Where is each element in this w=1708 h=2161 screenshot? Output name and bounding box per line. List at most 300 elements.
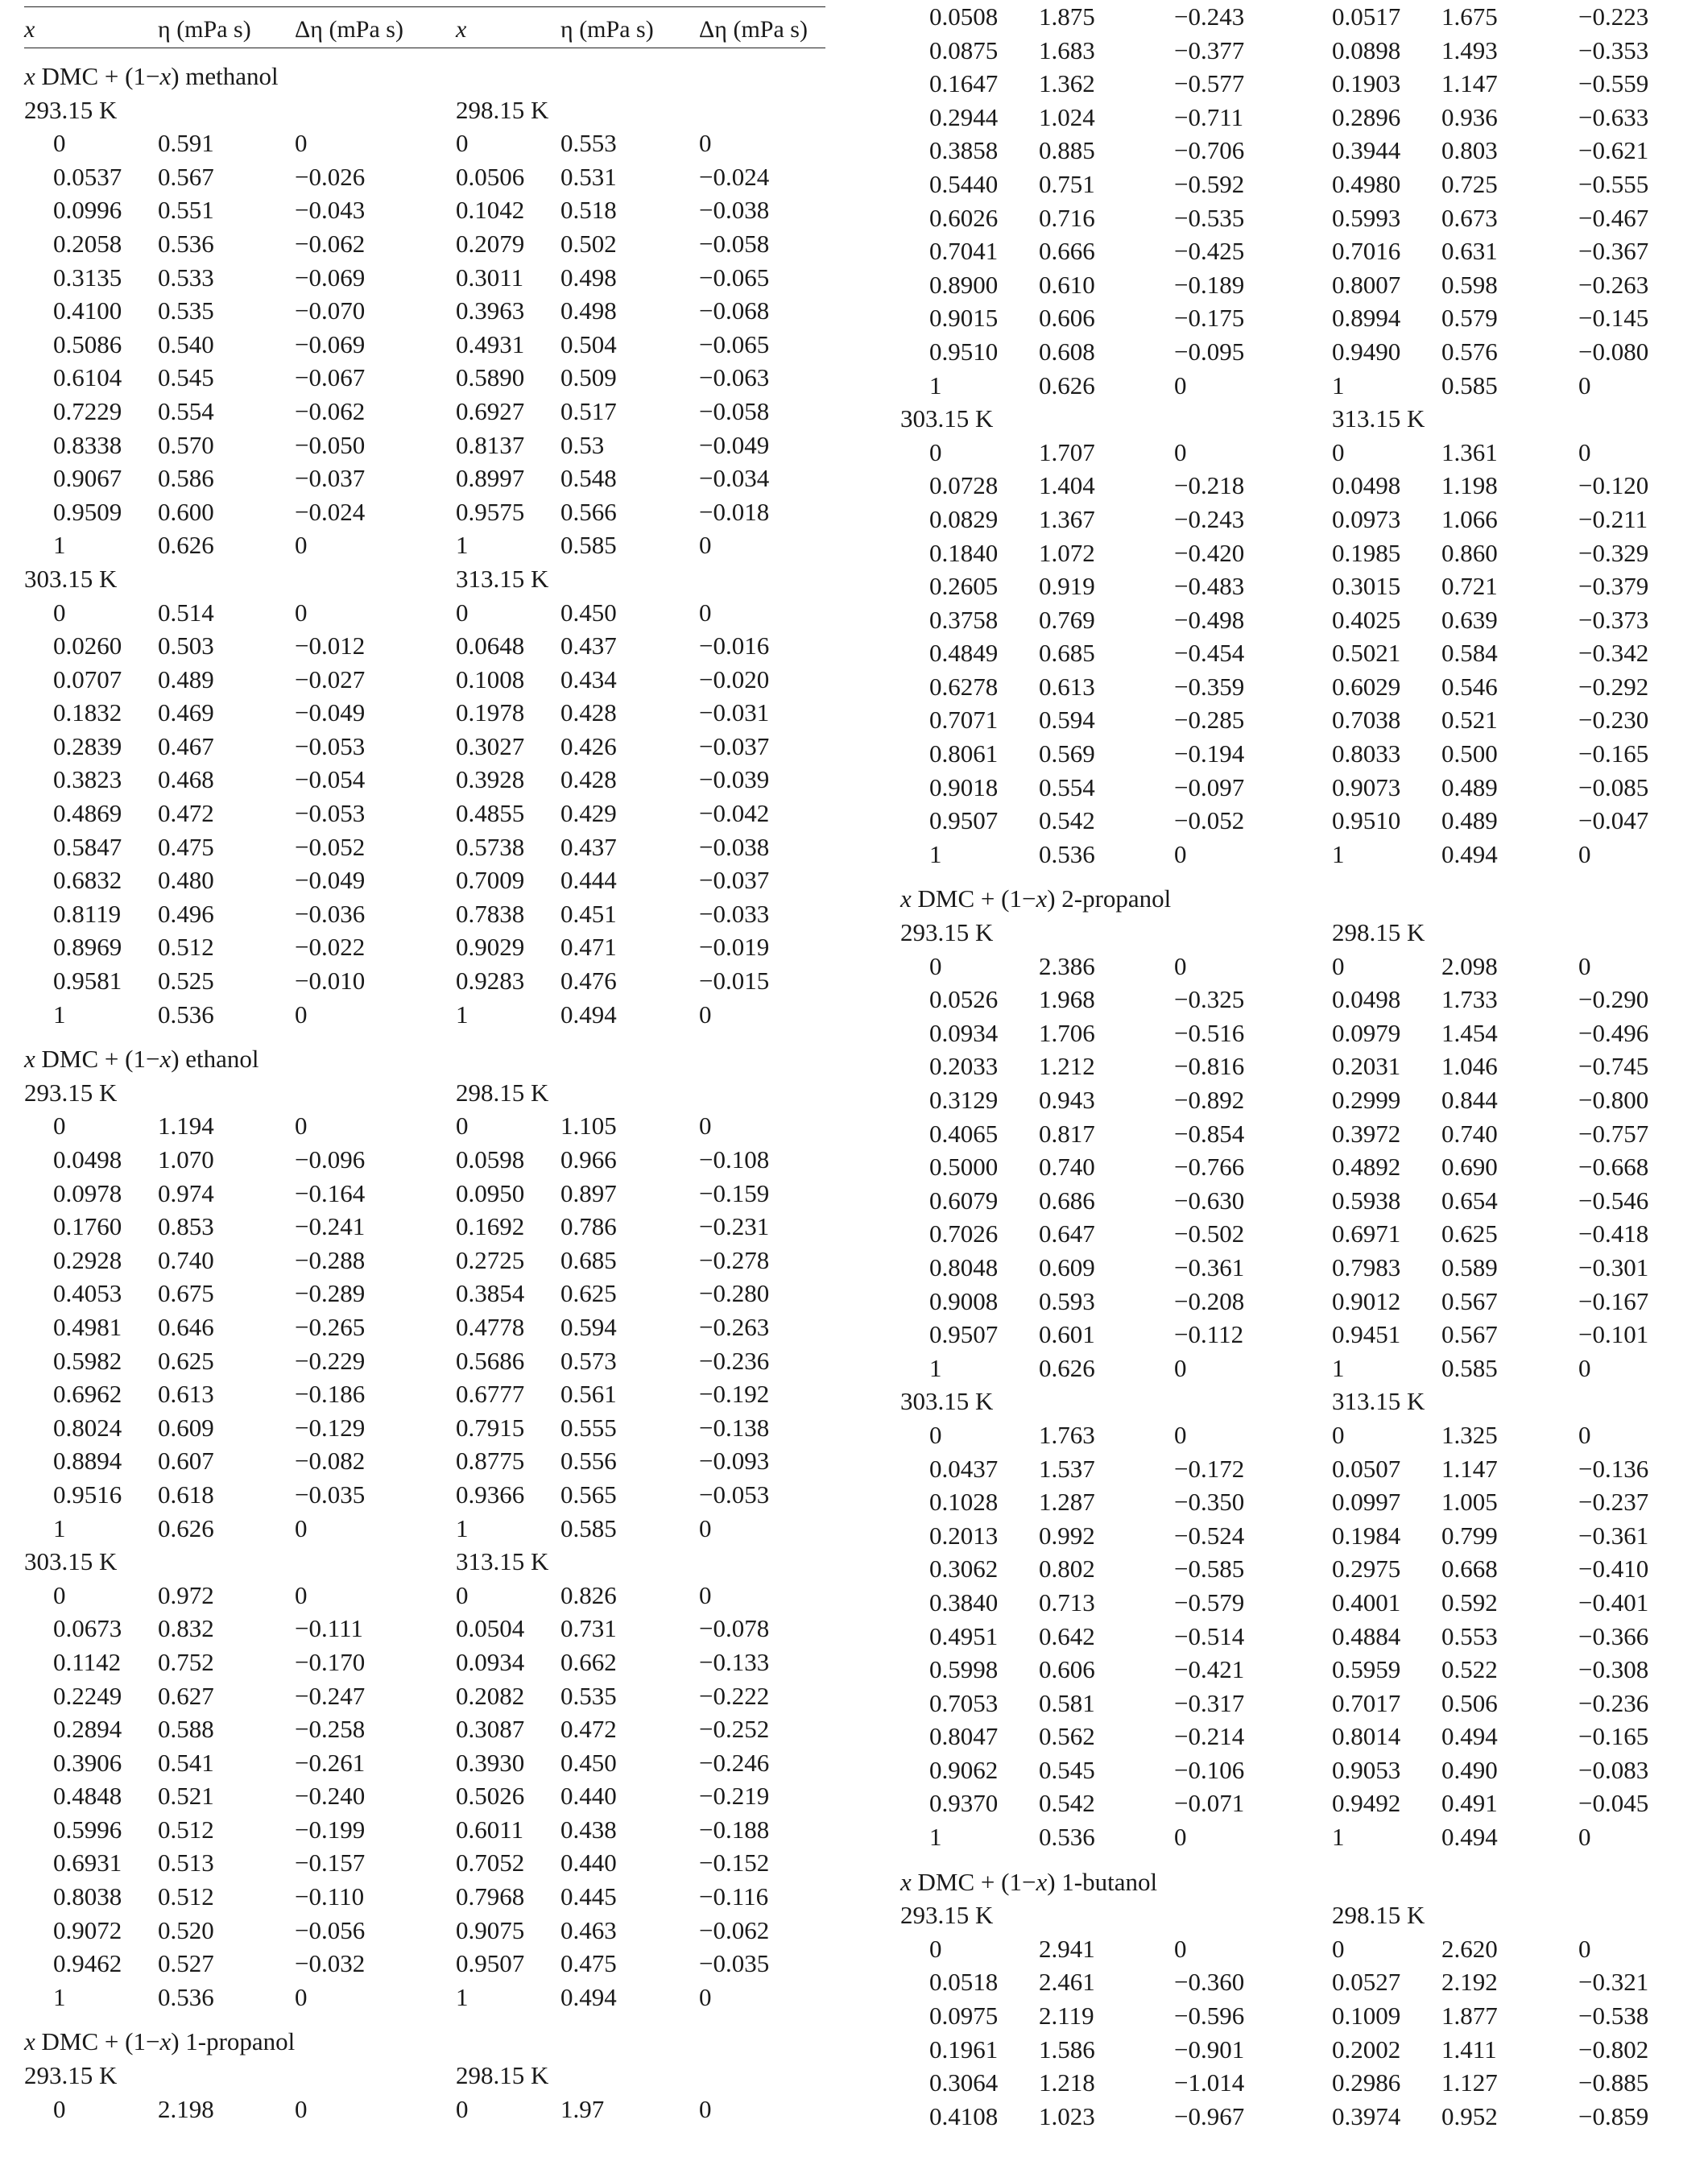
cell-x-b: 1 — [1332, 839, 1345, 868]
cell-eta-b: 1.675 — [1441, 2, 1498, 31]
cell-eta-a: 0.475 — [158, 832, 214, 861]
cell-x-b: 0.8775 — [456, 1447, 525, 1476]
cell-eta-b: 0.966 — [560, 1145, 617, 1174]
table-row — [900, 1552, 1698, 1586]
cell-delta-eta-b: −0.053 — [699, 1480, 770, 1509]
cell-eta-b: 0.428 — [560, 765, 617, 794]
cell-delta-eta-b: −0.045 — [1578, 1789, 1649, 1818]
cell-x-b: 0.7009 — [456, 866, 525, 895]
cell-delta-eta-b: −0.757 — [1578, 1119, 1649, 1148]
cell-delta-eta-a: −0.164 — [295, 1178, 366, 1207]
cell-eta-a: 1.875 — [1039, 2, 1095, 31]
table-row — [24, 730, 825, 764]
cell-delta-eta-a: −0.420 — [1174, 538, 1245, 567]
cell-delta-eta-b: −0.120 — [1578, 471, 1649, 500]
table-row — [24, 294, 825, 328]
cell-eta-b: 0.506 — [1441, 1688, 1498, 1717]
cell-delta-eta-b: 0 — [699, 1580, 712, 1609]
cell-delta-eta-b: −0.065 — [699, 263, 770, 292]
table-row — [24, 1478, 825, 1512]
table-row — [24, 1277, 825, 1310]
cell-eta-b: 0.631 — [1441, 237, 1498, 266]
cell-x-a: 1 — [53, 1513, 66, 1542]
cell-eta-b: 1.733 — [1441, 985, 1498, 1014]
cell-eta-b: 0.725 — [1441, 169, 1498, 198]
cell-delta-eta-b: 0 — [1578, 1934, 1591, 1963]
table-row — [24, 830, 825, 864]
cell-delta-eta-a: 0 — [1174, 839, 1187, 868]
cell-x-a: 0.3823 — [53, 765, 122, 794]
cell-delta-eta-b: −0.668 — [1578, 1153, 1649, 1182]
cell-x-b: 0.3930 — [456, 1748, 525, 1777]
cell-eta-a: 1.072 — [1039, 538, 1095, 567]
cell-x-a: 1 — [53, 1000, 66, 1029]
cell-x-b: 0.7038 — [1332, 706, 1401, 735]
cell-eta-b: 2.620 — [1441, 1934, 1498, 1963]
table-row — [900, 1687, 1698, 1720]
cell-eta-b: 0.826 — [560, 1580, 617, 1609]
cell-eta-a: 0.601 — [1039, 1320, 1095, 1349]
cell-x-a: 0.1840 — [929, 538, 999, 567]
cell-delta-eta-b: −0.467 — [1578, 203, 1649, 232]
cell-eta-a: 0.512 — [158, 1815, 214, 1844]
table-row — [24, 1310, 825, 1344]
cell-eta-a: 0.533 — [158, 263, 214, 292]
cell-x-b: 0.5026 — [456, 1782, 525, 1811]
cell-delta-eta-a: −0.359 — [1174, 672, 1245, 701]
cell-x-b: 0.6029 — [1332, 672, 1401, 701]
cell-delta-eta-b: −0.366 — [1578, 1621, 1649, 1650]
table-row — [900, 1586, 1698, 1620]
section-title: x DMC + (1−x) 1-butanol — [900, 1867, 1158, 1896]
cell-x-a: 0.0260 — [53, 631, 122, 660]
cell-eta-a: 0.594 — [1039, 706, 1095, 735]
cell-delta-eta-b: −0.018 — [699, 497, 770, 526]
temperature-label-b: 298.15 K — [456, 1078, 549, 1107]
cell-eta-a: 0.581 — [1039, 1688, 1095, 1717]
table-row — [24, 261, 825, 295]
cell-eta-b: 0.463 — [560, 1915, 617, 1944]
table-row — [900, 950, 1698, 983]
cell-delta-eta-a: −0.069 — [295, 329, 366, 358]
cell-delta-eta-b: −0.342 — [1578, 639, 1649, 668]
cell-x-b: 0.4980 — [1332, 169, 1401, 198]
cell-delta-eta-b: −0.033 — [699, 899, 770, 928]
cell-x-b: 0.3027 — [456, 731, 525, 760]
cell-eta-a: 0.606 — [1039, 304, 1095, 333]
cell-delta-eta-a: 0 — [295, 598, 308, 627]
cell-eta-a: 0.467 — [158, 731, 214, 760]
cell-x-b: 0 — [456, 129, 469, 158]
table-row — [900, 0, 1698, 34]
cell-delta-eta-b: −0.236 — [699, 1346, 770, 1375]
cell-delta-eta-a: −0.241 — [295, 1212, 366, 1241]
cell-eta-a: 0.613 — [158, 1380, 214, 1409]
table-row — [900, 1184, 1698, 1218]
cell-delta-eta-a: −0.032 — [295, 1949, 366, 1978]
cell-x-a: 0.9581 — [53, 967, 122, 996]
cell-x-a: 0.4981 — [53, 1312, 122, 1341]
cell-eta-b: 0.639 — [1441, 605, 1498, 634]
cell-delta-eta-b: −0.278 — [699, 1245, 770, 1274]
cell-delta-eta-a: −0.454 — [1174, 639, 1245, 668]
temperature-label-b: 313.15 K — [456, 1547, 549, 1576]
cell-x-b: 0.2082 — [456, 1681, 525, 1710]
cell-eta-b: 1.066 — [1441, 504, 1498, 533]
cell-x-a: 0.1647 — [929, 69, 999, 98]
cell-delta-eta-b: −0.885 — [1578, 2068, 1649, 2097]
cell-x-b: 0.0498 — [1332, 985, 1401, 1014]
cell-delta-eta-b: −0.546 — [1578, 1186, 1649, 1215]
cell-x-a: 0.0996 — [53, 196, 122, 225]
cell-delta-eta-a: −0.172 — [1174, 1454, 1245, 1483]
cell-eta-b: 0.731 — [560, 1614, 617, 1643]
cell-eta-a: 0.551 — [158, 196, 214, 225]
cell-delta-eta-b: 0 — [699, 2094, 712, 2123]
table-row — [24, 2093, 825, 2126]
cell-x-b: 0.5959 — [1332, 1655, 1401, 1684]
cell-delta-eta-a: −0.095 — [1174, 337, 1245, 366]
table-row — [24, 1143, 825, 1177]
cell-x-b: 0.3087 — [456, 1715, 525, 1744]
table-row — [900, 1418, 1698, 1452]
cell-eta-a: 0.627 — [158, 1681, 214, 1710]
cell-eta-a: 0.675 — [158, 1279, 214, 1308]
cell-delta-eta-a: 0 — [295, 1000, 308, 1029]
cell-x-b: 0.0997 — [1332, 1488, 1401, 1517]
cell-x-b: 0.1009 — [1332, 2002, 1401, 2031]
cell-eta-a: 1.706 — [1039, 1018, 1095, 1047]
table-row — [24, 328, 825, 362]
cell-eta-a: 0.554 — [158, 396, 214, 425]
cell-delta-eta-a: −0.816 — [1174, 1052, 1245, 1081]
cell-delta-eta-b: −0.093 — [699, 1447, 770, 1476]
cell-eta-b: 0.451 — [560, 899, 617, 928]
cell-delta-eta-b: −0.496 — [1578, 1018, 1649, 1047]
table-row — [24, 1779, 825, 1813]
cell-delta-eta-a: −0.194 — [1174, 739, 1245, 768]
cell-delta-eta-b: −0.802 — [1578, 2035, 1649, 2064]
cell-x-a: 0.0537 — [53, 162, 122, 191]
cell-x-a: 0.0437 — [929, 1454, 999, 1483]
cell-delta-eta-b: −0.361 — [1578, 1521, 1649, 1550]
cell-eta-b: 0.721 — [1441, 572, 1498, 601]
cell-delta-eta-a: −0.157 — [295, 1848, 366, 1877]
cell-delta-eta-b: −0.165 — [1578, 1722, 1649, 1751]
cell-delta-eta-b: −0.418 — [1578, 1219, 1649, 1248]
table-row — [24, 1646, 825, 1679]
table-row — [900, 1217, 1698, 1251]
cell-eta-b: 2.098 — [1441, 951, 1498, 980]
table-row — [900, 536, 1698, 570]
cell-delta-eta-b: −0.859 — [1578, 2101, 1649, 2130]
header-x-1: x — [24, 16, 35, 43]
cell-x-b: 0.2079 — [456, 229, 525, 258]
cell-eta-b: 0.450 — [560, 598, 617, 627]
cell-delta-eta-a: −0.892 — [1174, 1086, 1245, 1114]
cell-x-a: 0.9507 — [929, 806, 999, 835]
cell-delta-eta-b: 0 — [1578, 437, 1591, 466]
cell-eta-a: 0.618 — [158, 1480, 214, 1509]
cell-delta-eta-b: −0.410 — [1578, 1555, 1649, 1583]
cell-x-a: 0 — [929, 437, 942, 466]
cell-x-b: 0.2975 — [1332, 1555, 1401, 1583]
cell-x-a: 0.6026 — [929, 203, 999, 232]
cell-eta-b: 0.535 — [560, 1681, 617, 1710]
cell-x-b: 0.5686 — [456, 1346, 525, 1375]
cell-x-b: 0.6971 — [1332, 1219, 1401, 1248]
cell-x-a: 0.9516 — [53, 1480, 122, 1509]
cell-eta-a: 0.542 — [1039, 1789, 1095, 1818]
cell-eta-a: 1.024 — [1039, 102, 1095, 131]
cell-x-a: 0.0673 — [53, 1614, 122, 1643]
cell-eta-b: 0.472 — [560, 1715, 617, 1744]
cell-delta-eta-a: −0.585 — [1174, 1555, 1245, 1583]
header-delta-eta-1: Δη (mPa s) — [295, 16, 403, 43]
cell-delta-eta-b: −0.152 — [699, 1848, 770, 1877]
cell-eta-b: 0.585 — [1441, 1353, 1498, 1382]
table-row — [900, 1150, 1698, 1184]
section-title: x DMC + (1−x) 2-propanol — [900, 884, 1172, 913]
table-row — [900, 603, 1698, 637]
cell-eta-b: 0.897 — [560, 1178, 617, 1207]
cell-delta-eta-b: −0.301 — [1578, 1252, 1649, 1281]
table-row — [900, 838, 1698, 871]
cell-x-b: 0.0973 — [1332, 504, 1401, 533]
cell-delta-eta-a: −0.110 — [295, 1882, 365, 1911]
cell-eta-b: 0.662 — [560, 1647, 617, 1676]
cell-eta-b: 0.491 — [1441, 1789, 1498, 1818]
cell-eta-b: 0.518 — [560, 196, 617, 225]
cell-eta-a: 0.512 — [158, 1882, 214, 1911]
cell-eta-b: 0.585 — [560, 1513, 617, 1542]
cell-x-a: 1 — [929, 839, 942, 868]
cell-eta-b: 0.936 — [1441, 102, 1498, 131]
temperature-label-a: 293.15 K — [900, 918, 994, 947]
cell-delta-eta-b: −0.353 — [1578, 35, 1649, 64]
cell-eta-a: 1.404 — [1039, 471, 1095, 500]
cell-delta-eta-b: −0.101 — [1578, 1320, 1649, 1349]
cell-eta-a: 1.367 — [1039, 504, 1095, 533]
cell-x-a: 0.8038 — [53, 1882, 122, 1911]
cell-x-a: 0.2944 — [929, 102, 999, 131]
cell-x-b: 0.4855 — [456, 799, 525, 828]
cell-delta-eta-a: 0 — [295, 1580, 308, 1609]
cell-eta-a: 0.514 — [158, 598, 214, 627]
cell-x-b: 0.9490 — [1332, 337, 1401, 366]
cell-eta-b: 0.589 — [1441, 1252, 1498, 1281]
cell-eta-a: 0.527 — [158, 1949, 214, 1978]
cell-x-a: 0.0508 — [929, 2, 999, 31]
cell-x-a: 1 — [53, 531, 66, 560]
temperature-label-a: 303.15 K — [24, 564, 118, 593]
cell-delta-eta-a: −0.711 — [1174, 102, 1244, 131]
cell-delta-eta-b: −0.024 — [699, 162, 770, 191]
cell-eta-a: 0.545 — [1039, 1755, 1095, 1784]
cell-eta-a: 0.542 — [1039, 806, 1095, 835]
cell-x-a: 0.3129 — [929, 1086, 999, 1114]
cell-x-a: 0.6931 — [53, 1848, 122, 1877]
cell-eta-b: 1.325 — [1441, 1420, 1498, 1449]
cell-eta-a: 0.686 — [1039, 1186, 1095, 1215]
cell-delta-eta-a: −0.052 — [1174, 806, 1245, 835]
cell-delta-eta-a: −0.229 — [295, 1346, 366, 1375]
cell-eta-b: 0.844 — [1441, 1086, 1498, 1114]
cell-eta-a: 2.198 — [158, 2094, 214, 2123]
cell-x-a: 0.0975 — [929, 2002, 999, 2031]
cell-x-a: 0.2033 — [929, 1052, 999, 1081]
cell-eta-a: 0.740 — [158, 1245, 214, 1274]
cell-delta-eta-b: −0.116 — [699, 1882, 769, 1911]
cell-eta-b: 0.567 — [1441, 1320, 1498, 1349]
cell-delta-eta-a: −0.062 — [295, 396, 366, 425]
cell-x-b: 0.3972 — [1332, 1119, 1401, 1148]
cell-eta-b: 0.592 — [1441, 1588, 1498, 1617]
cell-x-a: 0.9510 — [929, 337, 999, 366]
cell-eta-a: 0.540 — [158, 329, 214, 358]
cell-delta-eta-b: −0.078 — [699, 1614, 770, 1643]
table-row — [24, 227, 825, 261]
cell-eta-b: 1.046 — [1441, 1052, 1498, 1081]
cell-x-b: 0.9073 — [1332, 772, 1401, 801]
table-row — [900, 1720, 1698, 1753]
cell-eta-b: 0.440 — [560, 1782, 617, 1811]
cell-delta-eta-a: −0.577 — [1174, 69, 1245, 98]
cell-eta-b: 0.476 — [560, 967, 617, 996]
cell-x-b: 0.3015 — [1332, 572, 1401, 601]
cell-delta-eta-a: 0 — [295, 129, 308, 158]
cell-eta-b: 0.500 — [1441, 739, 1498, 768]
cell-x-b: 0.1008 — [456, 664, 525, 693]
temperature-label-a: 293.15 K — [900, 1901, 994, 1930]
cell-delta-eta-a: −0.377 — [1174, 35, 1245, 64]
cell-delta-eta-a: −0.069 — [295, 263, 366, 292]
cell-delta-eta-a: −0.049 — [295, 866, 366, 895]
cell-eta-a: 0.609 — [1039, 1252, 1095, 1281]
cell-delta-eta-b: −0.292 — [1578, 672, 1649, 701]
cell-delta-eta-a: −0.189 — [1174, 270, 1245, 299]
cell-x-b: 0.4884 — [1332, 1621, 1401, 1650]
cell-x-a: 0.1832 — [53, 698, 122, 727]
cell-x-b: 0.2031 — [1332, 1052, 1401, 1081]
cell-x-a: 0.5086 — [53, 329, 122, 358]
cell-delta-eta-a: −0.112 — [1174, 1320, 1244, 1349]
cell-delta-eta-a: −0.325 — [1174, 985, 1245, 1014]
cell-delta-eta-a: −0.106 — [1174, 1755, 1245, 1784]
cell-x-b: 0.4778 — [456, 1312, 525, 1341]
cell-eta-b: 0.517 — [560, 396, 617, 425]
cell-eta-b: 0.440 — [560, 1848, 617, 1877]
cell-x-a: 0.6278 — [929, 672, 999, 701]
cell-delta-eta-a: −0.901 — [1174, 2035, 1245, 2064]
cell-eta-b: 0.555 — [560, 1413, 617, 1442]
cell-x-a: 0.5996 — [53, 1815, 122, 1844]
cell-x-a: 0.8894 — [53, 1447, 122, 1476]
cell-x-a: 0.3064 — [929, 2068, 999, 2097]
cell-eta-a: 0.513 — [158, 1848, 214, 1877]
cell-delta-eta-b: −0.263 — [699, 1312, 770, 1341]
cell-eta-b: 0.594 — [560, 1312, 617, 1341]
cell-eta-a: 0.562 — [1039, 1722, 1095, 1751]
cell-x-a: 0.0934 — [929, 1018, 999, 1047]
cell-delta-eta-b: −0.231 — [699, 1212, 770, 1241]
header-eta-1: η (mPa s) — [158, 16, 251, 43]
cell-delta-eta-a: −0.010 — [295, 967, 366, 996]
cell-x-a: 0.3840 — [929, 1588, 999, 1617]
table-row — [900, 101, 1698, 135]
cell-delta-eta-a: 0 — [1174, 371, 1187, 399]
cell-delta-eta-a: −0.056 — [295, 1915, 366, 1944]
cell-delta-eta-b: 0 — [1578, 1420, 1591, 1449]
table-row — [24, 998, 825, 1032]
cell-x-b: 0.9075 — [456, 1915, 525, 1944]
cell-eta-b: 0.522 — [1441, 1655, 1498, 1684]
cell-delta-eta-b: −0.037 — [699, 866, 770, 895]
cell-eta-b: 0.860 — [1441, 538, 1498, 567]
cell-x-a: 0.6079 — [929, 1186, 999, 1215]
cell-eta-a: 0.647 — [1039, 1219, 1095, 1248]
cell-x-b: 0.9575 — [456, 497, 525, 526]
cell-eta-a: 0.610 — [1039, 270, 1095, 299]
table-row — [900, 234, 1698, 268]
cell-eta-a: 0.607 — [158, 1447, 214, 1476]
cell-x-b: 1 — [456, 531, 469, 560]
cell-x-a: 0.0526 — [929, 985, 999, 1014]
cell-delta-eta-a: −0.050 — [295, 430, 366, 459]
cell-x-a: 0.1142 — [53, 1647, 122, 1676]
cell-x-b: 1 — [1332, 1353, 1345, 1382]
cell-x-b: 0.0934 — [456, 1647, 525, 1676]
cell-eta-a: 0.716 — [1039, 203, 1095, 232]
table-row — [900, 1251, 1698, 1285]
cell-delta-eta-b: −0.063 — [699, 363, 770, 392]
left-table-body — [24, 60, 825, 2126]
cell-delta-eta-b: −0.555 — [1578, 169, 1649, 198]
cell-delta-eta-a: −0.596 — [1174, 2002, 1245, 2031]
table-row — [900, 1352, 1698, 1385]
cell-eta-a: 1.537 — [1039, 1454, 1095, 1483]
cell-delta-eta-a: 0 — [1174, 437, 1187, 466]
cell-delta-eta-a: −0.240 — [295, 1782, 366, 1811]
cell-x-a: 0.2894 — [53, 1715, 122, 1744]
cell-x-a: 0.9072 — [53, 1915, 122, 1944]
cell-delta-eta-b: −0.263 — [1578, 270, 1649, 299]
cell-delta-eta-b: −0.280 — [699, 1279, 770, 1308]
cell-x-a: 0.8969 — [53, 933, 122, 962]
cell-eta-a: 1.070 — [158, 1145, 214, 1174]
cell-x-b: 0.2002 — [1332, 2035, 1401, 2064]
table-row — [900, 168, 1698, 201]
cell-eta-b: 1.361 — [1441, 437, 1498, 466]
cell-eta-a: 0.472 — [158, 799, 214, 828]
cell-x-b: 0.9492 — [1332, 1789, 1401, 1818]
cell-delta-eta-b: −0.230 — [1578, 706, 1649, 735]
header-x-2: x — [456, 16, 467, 43]
table-row — [900, 2033, 1698, 2067]
cell-delta-eta-b: 0 — [699, 129, 712, 158]
cell-x-b: 0.0979 — [1332, 1018, 1401, 1047]
cell-x-b: 0.1042 — [456, 196, 525, 225]
table-row — [900, 804, 1698, 838]
cell-x-a: 0.3858 — [929, 136, 999, 165]
cell-x-a: 0.3062 — [929, 1555, 999, 1583]
table-row — [24, 1177, 825, 1211]
cell-delta-eta-b: 0 — [699, 1112, 712, 1141]
cell-delta-eta-b: 0 — [699, 1000, 712, 1029]
temperature-row — [24, 562, 825, 596]
cell-eta-a: 0.489 — [158, 664, 214, 693]
cell-delta-eta-b: −0.367 — [1578, 237, 1649, 266]
